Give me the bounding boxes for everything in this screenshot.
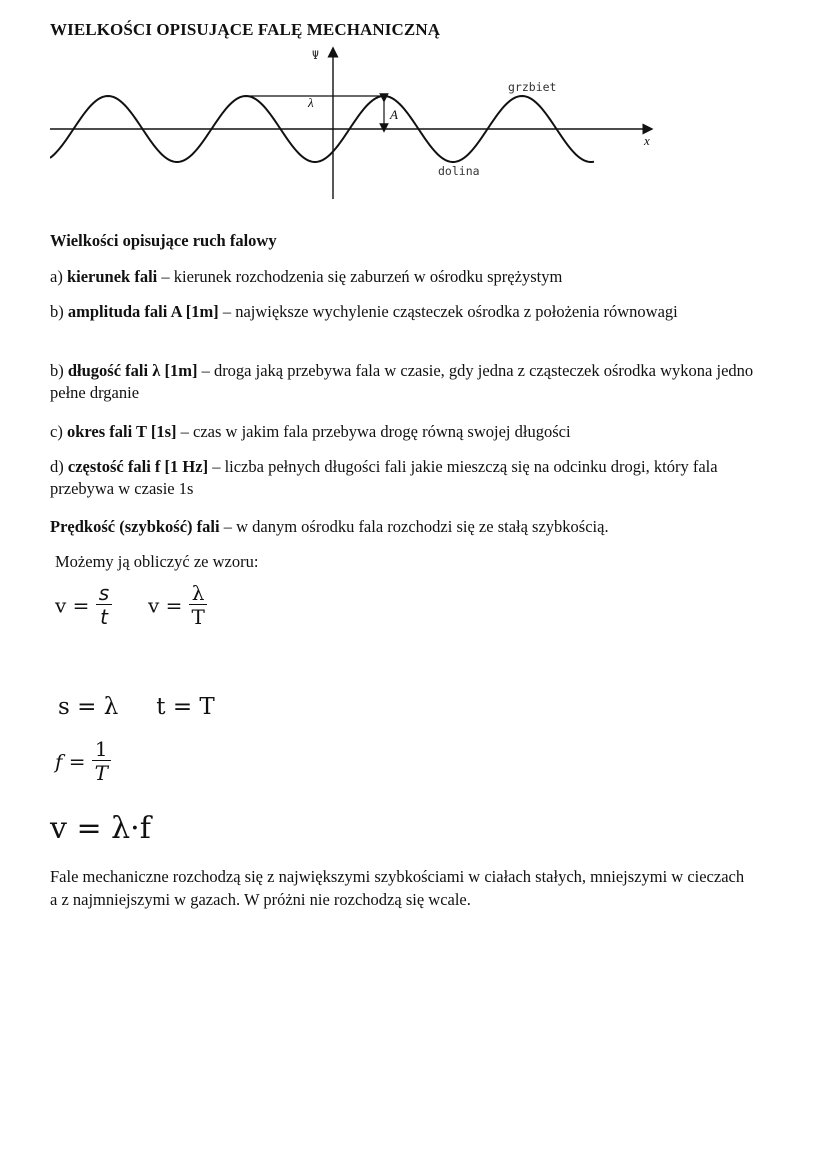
formula-intro: Możemy ją obliczyć ze wzoru: — [55, 552, 259, 571]
page-title: WIELKOŚCI OPISUJĄCE FALĘ MECHANICZNĄ — [50, 20, 441, 39]
definition-term: okres fali T [1s] — [66, 422, 177, 441]
speed-term: Prędkość (szybkość) fali — [50, 517, 220, 536]
formula-v-s-over-t: v = $\frac{s}{t}$ — [55, 582, 112, 629]
section-heading: Wielkości opisujące ruch falowy — [50, 231, 277, 250]
definition-term: częstość fali f [1 Hz] — [67, 457, 209, 476]
definition-item: c) okres fali T [1s] – czas w jakim fala przebywa drogę równą swojej długości — [50, 422, 571, 441]
crest-label: grzbiet — [508, 80, 557, 94]
wavelength-label: λ — [308, 95, 314, 110]
conclusion-paragraph: Fale mechaniczne rozchodzą się z największymi szybkościami w ciałach stałych, mniejszymi w cieczach a z najmniejszymi w gazach. W próżni nie rozchodzą się wcale. — [50, 867, 745, 909]
definition-item: b) długość fali λ [1m] – droga jaką przebywa fala w czasie, gdy jedna z cząsteczek ośrodka wykona jedno pełne drganie — [50, 361, 754, 402]
definition-term: kierunek fali — [66, 267, 158, 286]
formula-v-lambda-over-t: v = $\frac{\lambda}{T}$ — [148, 582, 207, 629]
formula-frequency: f = $\frac{1}{T}$ — [55, 738, 111, 785]
definition-item: b) amplituda fali A [1m] – największe wychylenie cząsteczek ośrodka z położenia równowagi — [50, 302, 678, 321]
formula-substitutions: s = λ t = T — [58, 694, 215, 720]
amplitude-label: A — [390, 107, 398, 122]
trough-label: dolina — [438, 164, 480, 178]
formula-v-lambda-f: v = λ·f — [50, 811, 151, 846]
definition-item: d) częstość fali f [1 Hz] – liczba pełnych długości fali jakie mieszczą się na odcinku drogi, który fala przebywa w czasie 1s — [50, 457, 718, 498]
x-axis-label: x — [644, 133, 650, 148]
y-axis-label: Ψ — [312, 48, 319, 62]
definition-term: długość fali λ [1m] — [67, 361, 198, 380]
definition-term: amplituda fali A [1m] — [67, 302, 219, 321]
wave-diagram — [50, 44, 670, 204]
definition-item: a) kierunek fali – kierunek rozchodzenia się zaburzeń w ośrodku sprężystym — [50, 267, 563, 286]
speed-definition: Prędkość (szybkość) fali – w danym ośrodku fala rozchodzi się ze stałą szybkością. — [50, 517, 609, 536]
